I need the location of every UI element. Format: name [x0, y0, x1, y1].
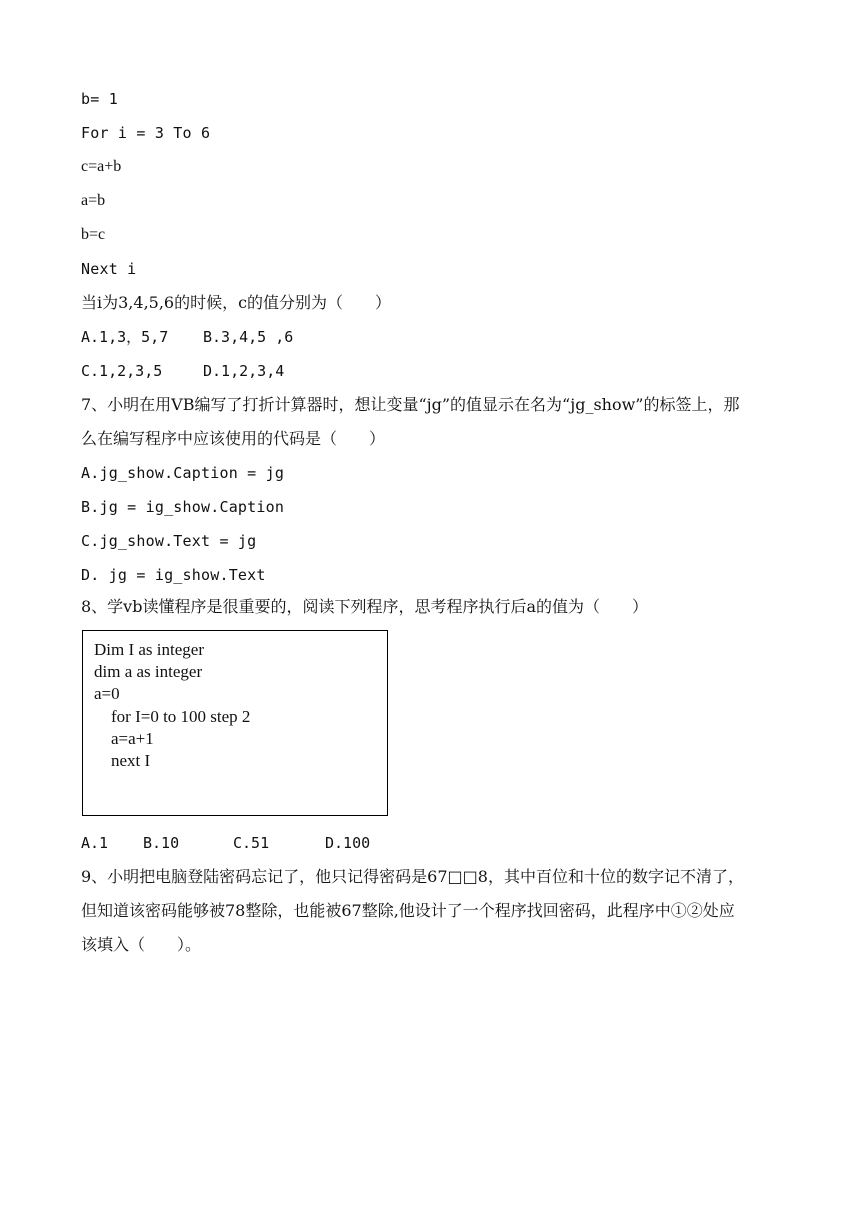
- q8-option-c: C.51: [233, 834, 270, 852]
- code-line-b-assign: b= 1: [81, 90, 118, 108]
- q8-code-line-5: a=a+1: [111, 729, 154, 748]
- code-line-next: Next i: [81, 260, 137, 278]
- q8-option-b: B.10: [143, 834, 180, 852]
- q6-stem: 当i为3,4,5,6的时候，c的值分别为（ ）: [81, 293, 392, 312]
- q8-code-box: [82, 630, 388, 816]
- q9-stem-line2: 但知道该密码能够被78整除，也能被67整除,他设计了一个程序找回密码，此程序中①②处应: [81, 901, 735, 920]
- code-line-a-assign: a=b: [81, 192, 106, 209]
- q7-stem-line2: 么在编写程序中应该使用的代码是（ ）: [81, 429, 386, 448]
- q8-code-line-6: next I: [111, 751, 151, 770]
- q9-stem-line1: 9、小明把电脑登陆密码忘记了，他只记得密码是67□□8，其中百位和十位的数字记不清了，: [81, 867, 744, 886]
- code-line-for: For i = 3 To 6: [81, 124, 211, 142]
- q7-stem-line1: 7、小明在用VB编写了打折计算器时，想让变量“jg”的值显示在名为“jg_show”的标签上，那: [81, 395, 740, 414]
- q6-options-row2: [81, 360, 284, 382]
- q8-code-line-4: for I=0 to 100 step 2: [111, 707, 251, 726]
- q6-options-row1: [81, 326, 293, 348]
- q6-option-c: C.1,2,3,5: [81, 362, 163, 380]
- q8-code-line-1: Dim I as integer: [94, 640, 204, 659]
- q7-option-c: C.jg_show.Text = jg: [81, 532, 257, 550]
- q6-option-b: B.3,4,5 ,6: [203, 328, 294, 346]
- q8-stem: 8、学vb读懂程序是很重要的，阅读下列程序，思考程序执行后a的值为（ ）: [81, 597, 649, 616]
- q8-option-d: D.100: [325, 834, 371, 852]
- q6-option-a: A.1,3，5,7: [81, 328, 169, 346]
- q7-option-a: A.jg_show.Caption = jg: [81, 464, 285, 482]
- code-line-b-assign-c: b=c: [81, 226, 106, 243]
- q8-code-line-2: dim a as integer: [94, 662, 203, 681]
- q6-option-d: D.1,2,3,4: [203, 362, 285, 380]
- q7-option-b: B.jg = ig_show.Caption: [81, 498, 285, 516]
- code-line-c-assign: c=a+b: [81, 158, 122, 175]
- q8-options: [81, 832, 370, 854]
- q9-stem-line3: 该填入（ ）。: [81, 935, 202, 954]
- q7-option-d: D. jg = ig_show.Text: [81, 566, 266, 584]
- q8-option-a: A.1: [81, 834, 109, 852]
- q8-code-line-3: a=0: [94, 684, 120, 703]
